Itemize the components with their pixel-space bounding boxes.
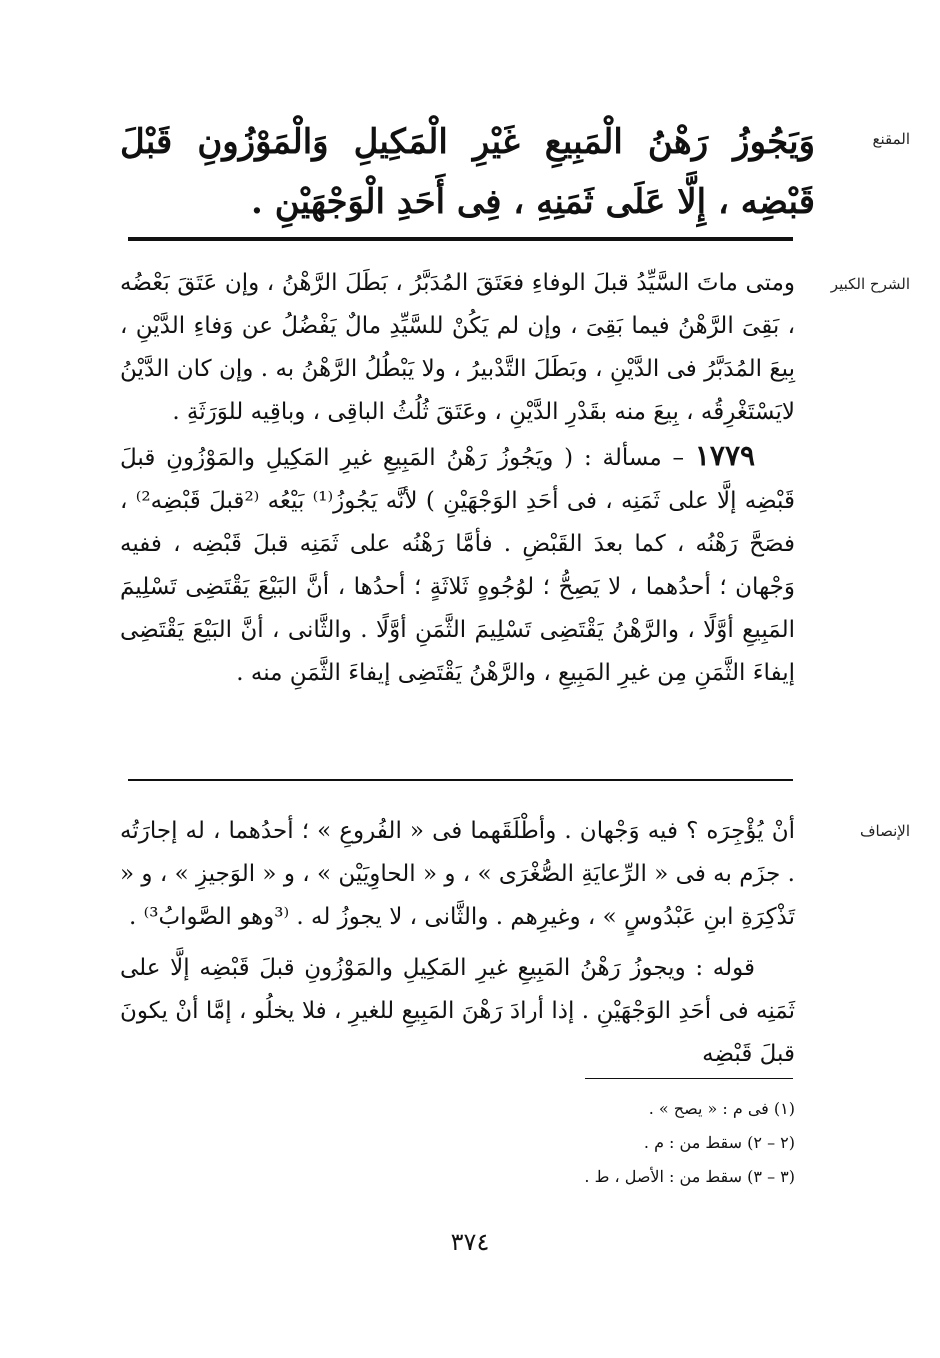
sharh-margin-label: الشرح الكبير: [830, 275, 910, 293]
muqni-text: وَيَجُوزُ رَهْنُ الْمَبِيعِ غَيْرِ الْمَكِيلِ وَالْمَوْزُونِ قَبْلَ قَبْضِه ، إِلَّا عَلَى ثَمَنِهِ ، فِى أَحَدِ الْوَجْهَيْنِ .: [120, 122, 815, 222]
section-divider-thick: [128, 237, 793, 241]
footnotes: [400, 1092, 795, 1194]
sharh-paragraph-2: [120, 434, 795, 695]
sharh-text: [120, 262, 795, 695]
page-number: ٣٧٤: [450, 1228, 490, 1256]
section-divider-thin: [128, 779, 793, 781]
insaf-margin-label: الإنصاف: [859, 822, 910, 840]
footnote-1: (١) فى م : « يصح » .: [648, 1099, 795, 1118]
insaf-paragraph-2: قوله : ويجوزُ رَهْنُ المَبِيعِ غيرِ المَكِيلِ والمَوْزُونِ قبلَ قَبْضِه إلَّا على ثَمَنِه فى أحَدِ الوَجْهَيْنِ . إذا أرادَ رَهْنَ المَبِيعِ للغيرِ ، فلا يخلُو ، إمَّا أنْ يكونَ قبلَ قَبْضِه: [120, 955, 795, 1067]
footnote-3: (٣ – ٣) سقط من : الأصل ، ط .: [584, 1167, 795, 1186]
insaf-text: [120, 810, 795, 1076]
muqni-margin-label: المقنع: [872, 130, 910, 148]
sharh-paragraph-2-text: – مسألة : ( ويَجُوزُ رَهْنُ المَبِيعِ غيرِ المَكِيلِ والمَوْزُونِ قبلَ قَبْضِه إلَّا على ثَمَنِه ، فى أحَدِ الوَجْهَيْنِ ) لأنَّه يَجُوزُ⁽¹⁾ بَيْعُه ⁽²قبلَ قَبْضِه²⁾ ، فصَحَّ رَهْنُه ، كما بعدَ القَبْضِ . فأمَّا رَهْنُه على ثَمَنِه قبلَ قَبْضِه ، ففيه وَجْهان ؛ أحدُهما ، لا يَصِحُّ ؛ لوُجُوهٍ ثَلاثَةٍ ؛ أحدُها ، أنَّ البَيْعَ يَقْتَضِى تَسْلِيمَ المَبِيعِ أوَّلًا ، والرَّهْنُ يَقْتَضِى تَسْلِيمَ الثَّمَنِ أوَّلًا . والثَّانى ، أنَّ البَيْعَ يَقْتَضِى إيفاءَ الثَّمَنِ مِن غيرِ المَبِيعِ ، والرَّهْنُ يَقْتَضِى إيفاءَ الثَّمَنِ منه .: [120, 445, 795, 686]
footnote-2: (٢ – ٢) سقط من : م .: [643, 1133, 795, 1152]
footnote-divider: [585, 1078, 793, 1079]
insaf-paragraph-1: أنْ يُؤْجِرَه ؟ فيه وَجْهان . وأطْلَقَهما فى « الفُروعِ » ؛ أحدُهما ، له إجارَتُه . جزَم به فى « الرِّعايَةِ الصُّغْرَى » ، و « الحاوِيَيْن » ، و « الوَجيزِ » ، و « تَذْكِرَةِ ابنِ عَبْدُوسٍ » ، وغيرِهم . والثَّانى ، لا يجوزُ له . ⁽³وهو الصَّوابُ³⁾ .: [120, 818, 795, 930]
mas-number: ١٧٧٩: [694, 439, 756, 472]
sharh-paragraph-1: ومتى ماتَ السَّيِّدُ قبلَ الوفاءِ فعَتَقَ المُدَبَّرُ ، بَطَلَ الرَّهْنُ ، وإن عَتَقَ بَعْضُه ، بَقِىَ الرَّهْنُ فيما بَقِىَ ، وإن لم يَكُنْ للسَّيِّدِ مالٌ يَفْضُلُ عن وَفاءِ الدَّيْنِ ، بِيعَ المُدَبَّرُ فى الدَّيْنِ ، وبَطَلَ التَّدْبيرُ ، ولا يَبْطُلُ الرَّهْنُ به . وإن كان الدَّيْنُ لايَسْتَغْرِقُه ، بِيعَ منه بقَدْرِ الدَّيْنِ ، وعَتَقَ ثُلُثُ الباقِى ، وباقِيه للوَرَثَةِ .: [120, 270, 795, 425]
